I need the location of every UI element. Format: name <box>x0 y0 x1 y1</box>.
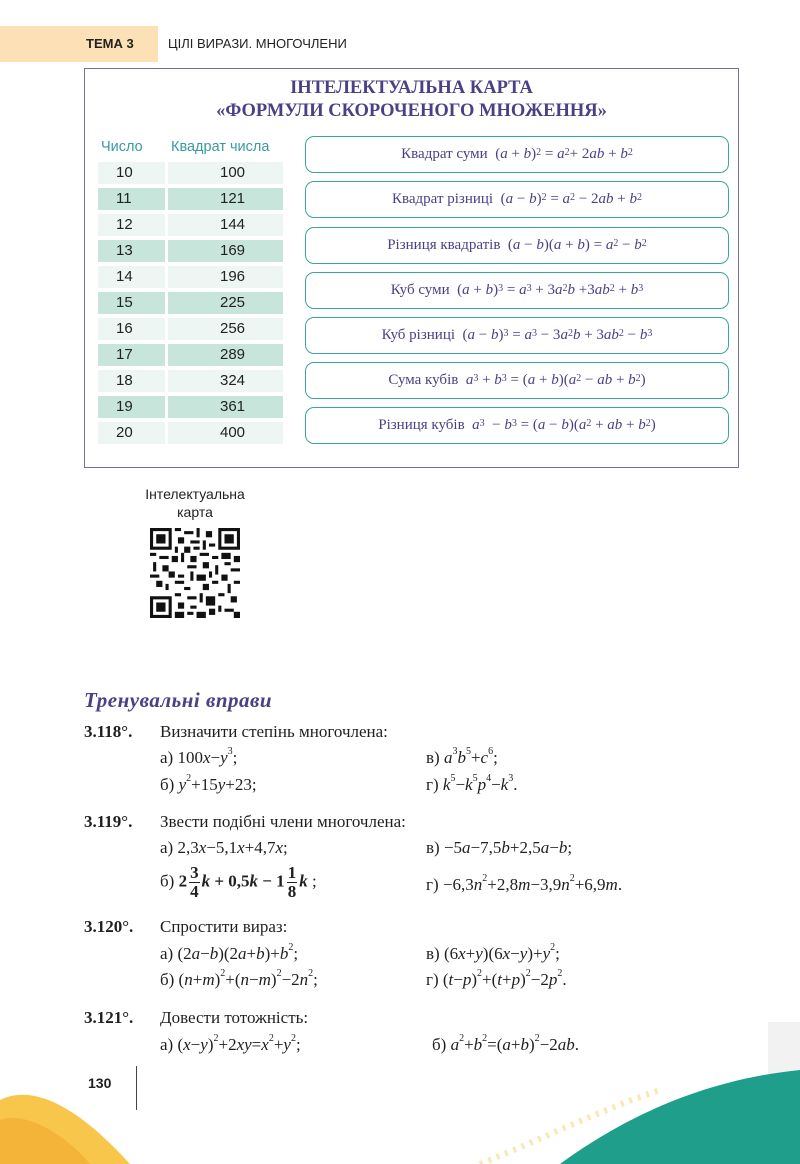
formula-difference-of-cubes: Різниця кубів a $^3$ − b $^3$ = ( a − b )( a $^2$ + ab + b $^2$ ) <box>305 407 729 444</box>
exercise-text: Спростити вираз: <box>160 917 288 936</box>
exercise-item: б) $a^2+b^2=(a+b)^2-2ab$. <box>432 1033 580 1054</box>
exercise-item: $г) -6,3n^2+2,8m-3,9n^2+6,9m$. <box>426 873 623 894</box>
section-title: Тренувальні вправи <box>84 688 273 712</box>
exercise-text: Звести подібні члени многочлена: <box>160 812 406 831</box>
exercise-item: в) $(6x+y)(6x-y)+y^2$; <box>426 942 560 963</box>
formula-cube-of-difference: Куб різниці ( a − b ) $^3$ = a $^3$ − 3 a $^2$ b + 3 ab $^2$ − b $^3$ <box>305 317 729 354</box>
qr-label-line2: карта <box>177 504 213 520</box>
square-row: 18 324 <box>93 370 283 392</box>
mind-map-title-line1: ІНТЕЛЕКТУАЛЬНА КАРТА <box>290 78 533 98</box>
exercise-number: 3.118°. <box>84 722 133 741</box>
exercise-item: а) $100x-y^3$; <box>160 746 238 767</box>
topic-label: ТЕМА 3 <box>86 36 134 51</box>
formula-difference-of-squares: Різниця квадратів ( a − b )( a + b ) = a $^2$ − b $^2$ <box>305 227 729 264</box>
col-square-header: Квадрат числа <box>171 139 270 155</box>
exercise-item: б) $(n+m)^2+(n-m)^2-2n^2$; <box>160 968 318 989</box>
exercise-number: 3.121°. <box>84 1008 134 1027</box>
exercise-item: б) 2 $\frac{3}{4}$ k + 0,5k − 1 $\frac{1}{8}$ k ; <box>160 863 317 901</box>
exercise-item: а) $(2a-b)(2a+b)+b^2$; <box>160 942 299 963</box>
exercise-item: г) $k^5-k^5p^4-k^3$. <box>426 773 518 794</box>
exercise-number: 3.119°. <box>84 812 133 831</box>
exercise-item: в) −5a−7,5b+2,5a−b; <box>426 838 573 857</box>
exercise-item: а) 2,3x−5,1x+4,7x; <box>160 838 288 857</box>
square-row: 20 400 <box>93 422 283 444</box>
exercise-item: а) $(x-y)^2+2xy=x^2+y^2$; <box>160 1033 301 1054</box>
formula-sum-of-cubes: Сума кубів a $^3$ + b $^3$ = ( a + b )( a $^2$ − ab + b $^2$ ) <box>305 362 729 399</box>
square-row: 12 144 <box>93 214 283 236</box>
square-row: 14 196 <box>93 266 283 288</box>
col-number-header: Число <box>101 139 143 155</box>
exercise-item: в) $a^3b^5+c^6$; <box>426 746 498 767</box>
qr-label-line1: Інтелектуальна <box>145 486 245 502</box>
square-row: 16 256 <box>93 318 283 340</box>
exercise-item: г) $(t-p)^2+(t+p)^2-2p^2$. <box>426 968 567 989</box>
topic-title: ЦІЛІ ВИРАЗИ. МНОГОЧЛЕНИ <box>168 36 347 51</box>
exercise-number: 3.120°. <box>84 917 134 936</box>
mind-map-title-line2: «ФОРМУЛИ СКОРОЧЕНОГО МНОЖЕННЯ» <box>216 101 607 121</box>
square-row: 11 121 <box>93 188 283 210</box>
formula-cube-of-sum: Куб суми ( a + b ) $^3$ = a $^3$ + 3 a $^2$ b +3 ab $^2$ + b $^3$ <box>305 272 729 309</box>
page-number: 130 <box>88 1075 112 1091</box>
exercise-item: б) $y^2+15y+23$; <box>160 773 257 794</box>
square-row: 10 100 <box>93 162 283 184</box>
square-row: 15 225 <box>93 292 283 314</box>
exercise-text: Довести тотожність: <box>160 1008 309 1027</box>
exercise-text: Визначити степінь многочлена: <box>160 722 388 741</box>
square-row: 13 169 <box>93 240 283 262</box>
square-row: 17 289 <box>93 344 283 366</box>
footer-divider <box>136 1066 137 1110</box>
square-row: 19 361 <box>93 396 283 418</box>
formula-square-of-difference: Квадрат різниці ( a − b ) $^2$ = a $^2$ − 2 ab + b $^2$ <box>305 181 729 218</box>
formula-square-of-sum: Квадрат суми ( a + b ) $^2$ = a $^2$ + 2 ab + b $^2$ <box>305 136 729 173</box>
